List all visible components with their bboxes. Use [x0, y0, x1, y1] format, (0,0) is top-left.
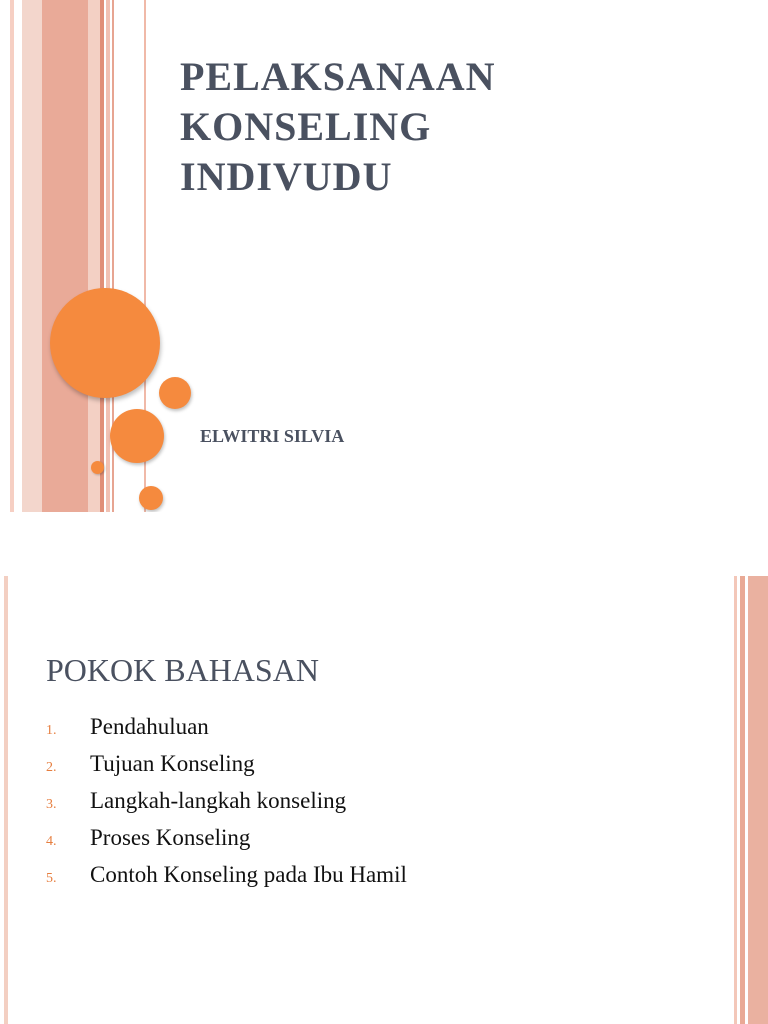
- list-item: [46, 862, 407, 899]
- decorative-circle: [139, 486, 163, 510]
- slide-title: [180, 52, 495, 202]
- list-text: Contoh Konseling pada Ibu Hamil: [90, 862, 407, 887]
- section-heading: POKOK BAHASAN: [46, 652, 319, 688]
- decorative-stripe: [42, 0, 88, 512]
- decorative-stripe: [10, 0, 14, 512]
- list-number: 1.: [46, 723, 57, 738]
- topics-slide: [0, 576, 768, 1024]
- decorative-circle: [110, 409, 164, 463]
- decorative-stripe: [740, 576, 745, 1024]
- decorative-circle: [159, 377, 191, 409]
- decorative-stripe: [88, 0, 100, 512]
- list-item: [46, 825, 407, 862]
- list-item: [46, 788, 407, 825]
- decorative-stripe: [734, 576, 737, 1024]
- list-text: Proses Konseling: [90, 825, 251, 850]
- decorative-stripe: [22, 0, 42, 512]
- list-number: 4.: [46, 834, 57, 849]
- title-line: INDIVUDU: [180, 154, 393, 199]
- list-number: 3.: [46, 797, 57, 812]
- decorative-stripe: [4, 576, 8, 1024]
- author-name: ELWITRI SILVIA: [200, 426, 345, 446]
- decorative-stripe: [748, 576, 768, 1024]
- title-line: KONSELING: [180, 104, 432, 149]
- list-text: Pendahuluan: [90, 714, 209, 739]
- list-number: 5.: [46, 871, 57, 886]
- decorative-circle: [91, 461, 104, 474]
- list-text: Langkah-langkah konseling: [90, 788, 347, 813]
- decorative-circle: [50, 288, 160, 398]
- list-text: Tujuan Konseling: [90, 751, 255, 776]
- decorative-stripe: [100, 0, 104, 512]
- topic-list: [46, 714, 407, 899]
- list-item: [46, 751, 407, 788]
- title-line: PELAKSANAAN: [180, 54, 496, 99]
- list-number: 2.: [46, 760, 57, 775]
- list-item: [46, 714, 407, 751]
